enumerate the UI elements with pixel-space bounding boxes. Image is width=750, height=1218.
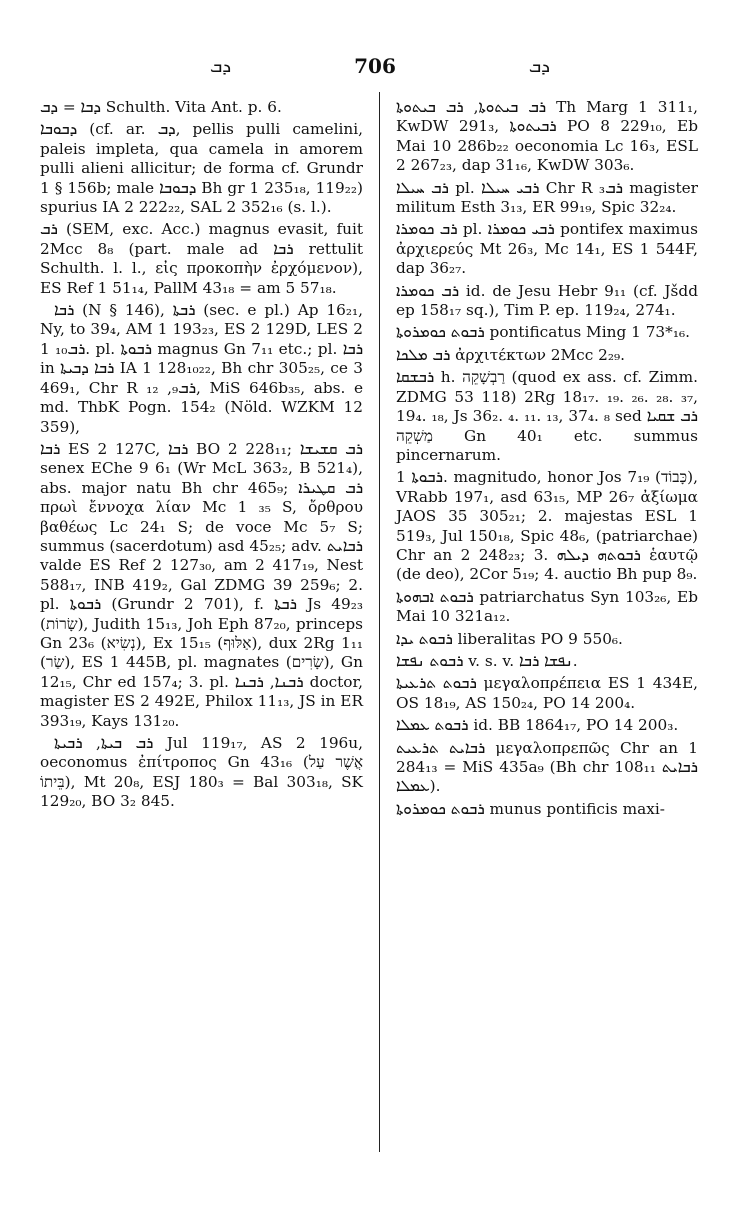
- column-divider: [379, 92, 380, 1152]
- dictionary-entry: ܪܒܘܬ ܝܕܐ liberalitas PO 9 550₆.: [396, 629, 623, 648]
- dictionary-entry: ܪܒܫܩܐ h. רַבְשָׁקֵה (quod ex ass. cf. Zimm. ZDMG 53 118) 2Rg 18₁₇. ₁₉. ₂₆. ₂₈. ₃₇, 19₄. ₁₈, Js 36₂. ₄. ₁₁. ₁₃, 37₄. ₈ sed ܪܒ ܫܩܝܐ מַשְׁקֵה Gn 40₁ etc. summus pincernarum.: [396, 368, 698, 464]
- page-number: 706: [354, 54, 396, 78]
- dictionary-entry: ܪܒ ܟܘܡܪܐ id. de Jesu Hebr 9₁₁ (cf. Jšdd ep 158₁₇ sq.), Tim P. ep. 119₂₄, 274₁.: [396, 281, 698, 320]
- dictionary-entry: ܪܒ ܟܘܡܪܐ pl. ܪܒܝ ܟܘܡܪܐ pontifex maximus ἀρχιερεύς Mt 26₃, Mc 14₁, ES 1 544F, dap 36₂₇.: [396, 220, 698, 278]
- left-column: [40, 98, 363, 815]
- dictionary-entry: ܪܒܘܬ ܢܦܫܐ v. s. v. ܢܦܫܐ ܪܒܐ.: [396, 651, 578, 670]
- dictionary-entry: ܪܒ (SEM, exc. Acc.) magnus evasit, fuit 2Mcc 8₈ (part. male ad ܪܒܐ rettulit Schulth. l. l., εἰς προκοπὴν ἐρχόμενον), ES Ref 1 51₁₄, PallM 43₁₈ = am 5 57₁₈.: [40, 220, 364, 297]
- dictionary-entry: ܪܒ ܒܝܬܘܬܐ, ܪܒ ܒܝܬܘܬܐ Th Marg 1 311₁, KwDW 291₃, ܪܒܝܬܘܬܐ PO 8 229₁₀, Eb Mai 10 286b₂₂ oeconomia Lc 16₃, ESL 2 267₂₃, dap 31₁₆, KwDW 303₆.: [396, 98, 698, 175]
- left-headword: ܕܒ: [210, 56, 232, 77]
- dictionary-entry: ܪܒܘܬܐ 1. magnitudo, honor Jos 7₁₉ (כָּבוֹד), VRabb 197₁, asd 63₁₅, MP 26₇ ἀξίωμα JAOS 35 305₂₁; 2. majestas ESL 1 519₃, Jul 150₁₈, Spic 48₆, (patriarchae) Chr an 2 248₂₃; 3. ܪܒܘܬܗ ܕܝܠܗ ἑαυτῷ (de deo), 2Cor 5₁₉; 4. auctio Bh pup 8₉.: [396, 468, 698, 584]
- dictionary-entry: ܪܒܘܬ ܟܘܡܪܘܬܐ pontificatus Ming 1 73*₁₆.: [396, 323, 690, 342]
- page-header: [40, 52, 710, 82]
- dictionary-entry: ܪܒܐܝܬ ܬܪܥܝܬ μεγαλοπρεπῶς Chr an 1 284₁₃ = MiS 435a₉ (Bh chr 108₁₁ ܪܒܐܝܬ ܥܡܠܐ).: [396, 738, 698, 796]
- dictionary-entry: ܪܒܐ ES 2 127C, ܪܒܐ BO 2 228₁₁; ܪܒ ܩܫܝܫܐ senex EChe 9 6₁ (Wr McL 363₂, B 521₄), abs. major natu Bh chr 465₉; ܪܒ ܩܛܝܪܐ πρωὶ ἔννοχα λίαν Mc 1 ₃₅ S, ὄρθρου βαθέως Lc 24₁ S; de voce Mc 5₇ S; summus (sacerdotum) asd 45₂₅; adv. ܪܒܐܝܬ valde ES Ref 2 127₃₀, am 2 417₁₉, Nest 588₁₇, INB 419₂, Gal ZDMG 39 259₆; 2. pl. ܪܒܘܬܐ (Grundr 2 701), f. ܪܒܬܐ Js 49₂₃ (שָׂרוֹת), Judith 15₁₃, Joh Eph 87₂₀, princeps Gn 23₆ (נְשִׂיא), Ex 15₁₅ (אַלּוּף), dux 2Rg 1₁₁ (שַׂר), ES 1 445B, pl. magnates (שָׂרִים), Gn 12₁₅, Chr ed 157₄; 3. pl. ܪܒܢܐ, ܪܒܢܐ doctor, magister ES 2 492E, Philox 11₁₃, JS in ER 393₁₉, Kays 131₂₀.: [40, 439, 364, 730]
- dictionary-entry: ܕܒܘܒܐ (cf. ar. ܕܒ, pellis pulli camelini, paleis impleta, qua camela in amorem pulli alieni allicitur; de forma cf. Grundr 1 § 156b; male ܕܒܘܒܐ Bh gr 1 235₁₈, 119₂₂) spurius IA 2 222₂₂, SAL 2 352₁₆ (s. l.).: [40, 120, 364, 217]
- dictionary-entry: ܪܒܘܬ ܥܡܠܐ id. BB 1864₁₇, PO 14 200₃.: [396, 716, 679, 735]
- dictionary-entry: ܪܒ ܡܠܟܐ ἀρχιτέκτων 2Mcc 2₂₉.: [396, 345, 626, 364]
- dictionary-entry: ܕܒܐ = ܕܒ Schulth. Vita Ant. p. 6.: [40, 98, 282, 116]
- dictionary-entry: ܪܒܘܬ ܐܒܗܘܬܐ patriarchatus Syn 103₂₆, Eb Mai 10 321a₁₂.: [396, 587, 698, 626]
- dictionary-entry: ܪܒܐ (N § 146), ܪܒܬܐ (sec. e pl.) Ap 16₂₁, Ny, to 39₄, AM 1 193₂₃, ES 2 129D, LES 2 ܪܒ₁₀ 1. pl. ܪܒܘܬܐ magnus Gn 7₁₁ etc.; pl. ܪܒܐ in ܪܒܐ ܕܒܝܬܐ IA 1 128₁₀₂₂, Bh chr 305₂₅, ce 3 469₁, Chr R ܪܒ₉, ₁₂, MiS 646b₃₅, abs. e md. ThbK Pogn. 154₂ (Nöld. WZKM 12 359),: [40, 301, 364, 436]
- right-column: [396, 98, 698, 822]
- dictionary-entry: ܪܒܘܬ ܬܪܥܝܬܐ μεγαλοπρέπεια ES 1 434E, OS 18₁₉, AS 150₂₄, PO 14 200₄.: [396, 674, 699, 712]
- right-headword: ܕܒ: [528, 56, 550, 77]
- dictionary-entry: ܪܒ ܒܝܬܐ, ܪܒܝܬܐ Jul 119₁₇, AS 2 196u, oeconomus ἐπίτροπος Gn 43₁₆ (אֲשֶׁר עַל בֵּיתוֹ), Mt 20₈, ESJ 180₃ = Bal 303₁₈, SK 129₂₀, BO 3₂ 845.: [40, 734, 364, 811]
- dictionary-entry: ܪܒ ܚܝܠܐ pl. ܪܒܝ ܚܝܠܐ Chr R ܪܒ₃ magister militum Esth 3₁₃, ER 99₁₉, Spic 32₂₄.: [396, 178, 698, 217]
- dictionary-entry: ܪܒܘܬ ܟܘܡܪܘܬܐ munus pontificis maxi-: [396, 799, 665, 818]
